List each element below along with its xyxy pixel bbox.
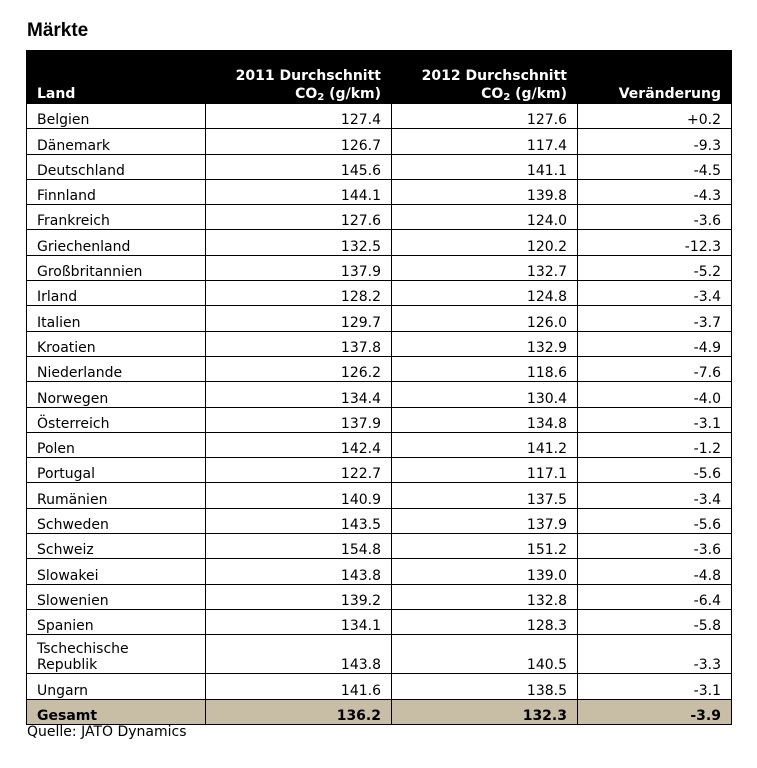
cell-change: -4.8 — [578, 559, 732, 584]
cell-change: -3.3 — [578, 635, 732, 674]
cell-land: Norwegen — [27, 382, 206, 407]
table-row — [27, 306, 732, 331]
cell-land: Portugal — [27, 458, 206, 483]
cell-2012: 130.4 — [392, 382, 578, 407]
table-row — [27, 129, 732, 154]
cell-2011: 134.4 — [206, 382, 392, 407]
cell-land: Dänemark — [27, 129, 206, 154]
cell-change: -3.6 — [578, 205, 732, 230]
cell-land: Finnland — [27, 179, 206, 204]
cell-2012: 117.4 — [392, 129, 578, 154]
header-land: Land — [27, 51, 206, 104]
cell-2012: 137.9 — [392, 508, 578, 533]
cell-land: Belgien — [27, 104, 206, 129]
cell-2011: 126.7 — [206, 129, 392, 154]
cell-land: Polen — [27, 432, 206, 457]
cell-2012: 132.7 — [392, 255, 578, 280]
cell-land: Ungarn — [27, 674, 206, 699]
cell-land: Schweden — [27, 508, 206, 533]
header-2011-co2: CO — [295, 86, 318, 102]
cell-land: Italien — [27, 306, 206, 331]
table-row — [27, 179, 732, 204]
cell-change: -6.4 — [578, 584, 732, 609]
cell-2011: 143.8 — [206, 559, 392, 584]
header-change: Veränderung — [578, 51, 732, 104]
table-row — [27, 281, 732, 306]
cell-2012: 139.8 — [392, 179, 578, 204]
cell-change: -1.2 — [578, 432, 732, 457]
cell-change: -4.5 — [578, 154, 732, 179]
table-row — [27, 331, 732, 356]
cell-land: Kroatien — [27, 331, 206, 356]
cell-2011: 142.4 — [206, 432, 392, 457]
cell-2012: 137.5 — [392, 483, 578, 508]
cell-change: -4.0 — [578, 382, 732, 407]
cell-change: -3.1 — [578, 407, 732, 432]
cell-2012: 120.2 — [392, 230, 578, 255]
cell-2012: 127.6 — [392, 104, 578, 129]
cell-2011: 128.2 — [206, 281, 392, 306]
cell-land: Großbritannien — [27, 255, 206, 280]
table-row — [27, 609, 732, 634]
cell-land: Tschechische Republik — [27, 635, 206, 674]
table-row — [27, 534, 732, 559]
cell-2012: 139.0 — [392, 559, 578, 584]
cell-land: Österreich — [27, 407, 206, 432]
table-row — [27, 255, 732, 280]
total-row — [27, 699, 732, 724]
cell-2011: 137.9 — [206, 255, 392, 280]
cell-2011: 137.9 — [206, 407, 392, 432]
cell-2011: 134.1 — [206, 609, 392, 634]
table-row — [27, 483, 732, 508]
cell-change: -3.1 — [578, 674, 732, 699]
cell-change: -3.4 — [578, 281, 732, 306]
header-row — [27, 51, 732, 104]
table-row — [27, 230, 732, 255]
cell-change: -3.9 — [578, 699, 732, 724]
page-title: Märkte — [27, 20, 89, 41]
cell-2012: 118.6 — [392, 356, 578, 381]
cell-2011: 126.2 — [206, 356, 392, 381]
cell-2011: 129.7 — [206, 306, 392, 331]
source-note: Quelle: JATO Dynamics — [27, 724, 187, 740]
cell-change: -5.8 — [578, 609, 732, 634]
table-row — [27, 407, 732, 432]
cell-2012: 132.9 — [392, 331, 578, 356]
cell-change: -3.6 — [578, 534, 732, 559]
table-row — [27, 635, 732, 674]
header-2011-unit: (g/km) — [324, 86, 381, 102]
cell-land: Schweiz — [27, 534, 206, 559]
cell-2011: 143.5 — [206, 508, 392, 533]
cell-change: +0.2 — [578, 104, 732, 129]
cell-2012: 141.1 — [392, 154, 578, 179]
cell-change: -4.9 — [578, 331, 732, 356]
header-2012-label: 2012 Durchschnitt — [421, 68, 567, 84]
cell-change: -12.3 — [578, 230, 732, 255]
cell-2011: 127.6 — [206, 205, 392, 230]
header-2012-unit: (g/km) — [510, 86, 567, 102]
cell-2012: 132.8 — [392, 584, 578, 609]
header-2012-co2: CO — [481, 86, 504, 102]
cell-land: Frankreich — [27, 205, 206, 230]
cell-2011: 140.9 — [206, 483, 392, 508]
cell-2012: 124.0 — [392, 205, 578, 230]
cell-2012: 124.8 — [392, 281, 578, 306]
cell-land: Deutschland — [27, 154, 206, 179]
table-row — [27, 104, 732, 129]
cell-2011: 137.8 — [206, 331, 392, 356]
cell-land: Slowenien — [27, 584, 206, 609]
cell-2011: 141.6 — [206, 674, 392, 699]
header-2011: 2011 Durchschnitt $CO_2$ (g/km) — [206, 51, 392, 104]
cell-change: -7.6 — [578, 356, 732, 381]
cell-land: Spanien — [27, 609, 206, 634]
table-row — [27, 205, 732, 230]
cell-2012: 117.1 — [392, 458, 578, 483]
table-row — [27, 458, 732, 483]
cell-change: -4.3 — [578, 179, 732, 204]
cell-land: Griechenland — [27, 230, 206, 255]
cell-2012: 141.2 — [392, 432, 578, 457]
cell-2012: 134.8 — [392, 407, 578, 432]
table-row — [27, 508, 732, 533]
table-row — [27, 154, 732, 179]
cell-change: -3.7 — [578, 306, 732, 331]
cell-2011: 144.1 — [206, 179, 392, 204]
cell-2012: 151.2 — [392, 534, 578, 559]
table-row — [27, 674, 732, 699]
cell-change: -5.6 — [578, 458, 732, 483]
cell-2011: 132.5 — [206, 230, 392, 255]
cell-land: Irland — [27, 281, 206, 306]
cell-change: -5.2 — [578, 255, 732, 280]
cell-2011: 143.8 — [206, 635, 392, 674]
cell-change: -9.3 — [578, 129, 732, 154]
cell-land: Niederlande — [27, 356, 206, 381]
cell-2011: 139.2 — [206, 584, 392, 609]
cell-2012: 140.5 — [392, 635, 578, 674]
cell-2012: 138.5 — [392, 674, 578, 699]
cell-2011: 122.7 — [206, 458, 392, 483]
table-row — [27, 356, 732, 381]
cell-2011: 136.2 — [206, 699, 392, 724]
table-row — [27, 382, 732, 407]
cell-change: -3.4 — [578, 483, 732, 508]
cell-2012: 132.3 — [392, 699, 578, 724]
cell-land: Gesamt — [27, 699, 206, 724]
table-row — [27, 432, 732, 457]
cell-land: Rumänien — [27, 483, 206, 508]
cell-2011: 127.4 — [206, 104, 392, 129]
header-2011-label: 2011 Durchschnitt — [235, 68, 381, 84]
cell-change: -5.6 — [578, 508, 732, 533]
cell-2012: 126.0 — [392, 306, 578, 331]
cell-2011: 145.6 — [206, 154, 392, 179]
co2-table — [26, 50, 732, 725]
cell-2011: 154.8 — [206, 534, 392, 559]
table-row — [27, 584, 732, 609]
cell-2012: 128.3 — [392, 609, 578, 634]
header-2012: 2012 Durchschnitt $CO_2$ (g/km) — [392, 51, 578, 104]
table-row — [27, 559, 732, 584]
cell-land: Slowakei — [27, 559, 206, 584]
